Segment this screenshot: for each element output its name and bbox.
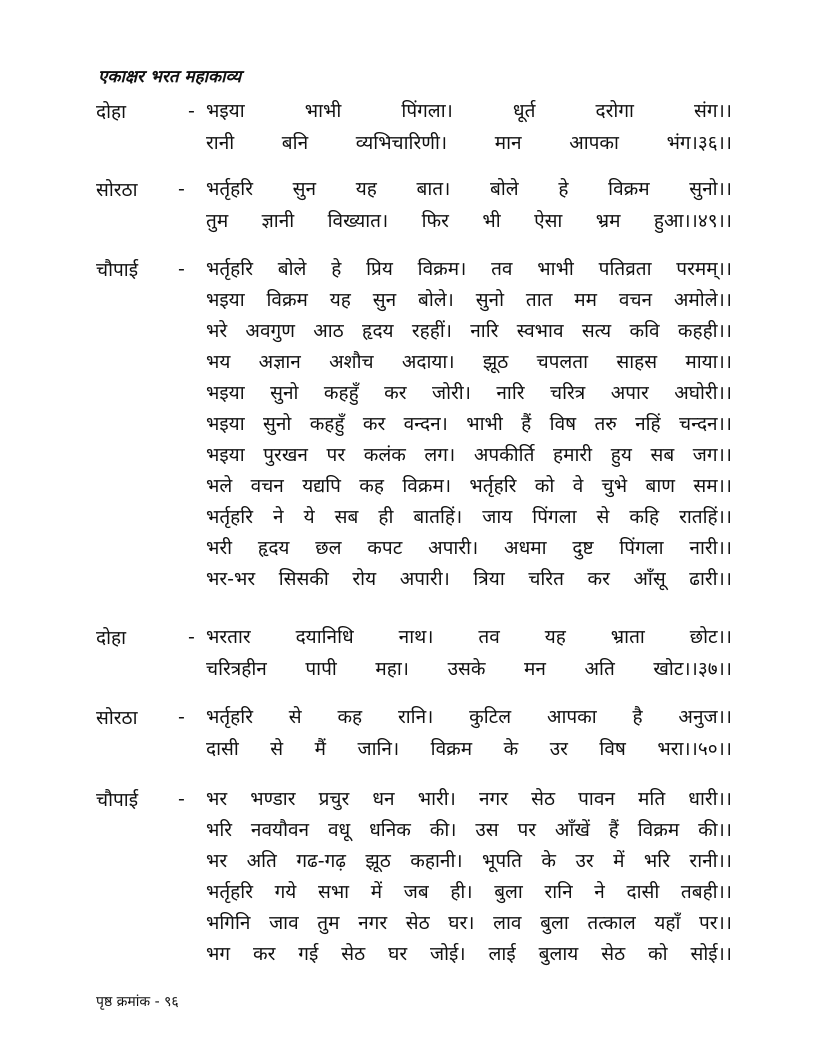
- verse-line: भर्तृहरि सुन यह बात। बोले हे विक्रम सुनो।।: [206, 178, 732, 200]
- verse-line: भर्तृहरि बोले हे प्रिय विक्रम। तव भाभी पतिव्रता परमम्।।: [206, 258, 732, 280]
- verse-line: भगिनि जाव तुम नगर सेठ घर। लाव बुला तत्काल यहाँ पर।।: [206, 912, 732, 934]
- stanza-label: सोरठा: [96, 179, 138, 201]
- verse-line: भइया विक्रम यह सुन बोले। सुनो तात मम वचन अमोले।।: [206, 289, 732, 311]
- stanza-label: दोहा: [96, 627, 127, 649]
- verse-line: भर्तृहरि गये सभा में जब ही। बुला रानि ने दासी तबही।।: [206, 881, 732, 903]
- verse-line: भइया पुरखन पर कलंक लग। अपकीर्ति हमारी हुय सब जग।।: [206, 444, 732, 466]
- page-number: पृष्ठ क्रमांक - ९६: [96, 994, 179, 1010]
- stanza-label: चौपाई: [96, 789, 139, 811]
- stanza-label: चौपाई: [96, 259, 139, 281]
- verse-line: भर भण्डार प्रचुर धन भारी। नगर सेठ पावन मति धारी।।: [206, 788, 732, 810]
- verse-line: भइया भाभी पिंगला। धूर्त दरोगा संग।।: [206, 100, 732, 122]
- stanza-label: सोरठा: [96, 707, 138, 729]
- verse-line: भय अज्ञान अशौच अदाया। झूठ चपलता साहस माया।।: [206, 351, 732, 373]
- label-dash: -: [188, 626, 195, 648]
- verse-line: भर अति गढ-गढ़ झूठ कहानी। भूपति के उर में भरि रानी।।: [206, 850, 732, 872]
- label-dash: -: [178, 788, 185, 810]
- verse-line: भइया सुनो कहहुँ कर जोरी। नारि चरित्र अपार अघोरी।।: [206, 382, 732, 404]
- verse-line: भइया सुनो कहहुँ कर वन्दन। भाभी हैं विष तरु नहिं चन्दन।।: [206, 413, 732, 435]
- verse-line: तुम ज्ञानी विख्यात। फिर भी ऐसा भ्रम हुआ।।४९।।: [206, 210, 732, 232]
- label-dash: -: [178, 178, 185, 200]
- verse-line: भरि नवयौवन वधू धनिक की। उस पर आँखें हैं विक्रम की।।: [206, 819, 732, 841]
- stanza-label: दोहा: [96, 101, 127, 123]
- verse-line: भरे अवगुण आठ हृदय रहहीं। नारि स्वभाव सत्य कवि कहही।।: [206, 320, 732, 342]
- verse-line: भरी हृदय छल कपट अपारी। अधमा दुष्ट पिंगला नारी।।: [206, 537, 732, 559]
- label-dash: -: [178, 706, 185, 728]
- verse-line: भर-भर सिसकी रोय अपारी। त्रिया चरित कर आँसू ढारी।।: [206, 568, 732, 590]
- verse-line: भले वचन यद्यपि कह विक्रम। भर्तृहरि को वे चुभे बाण सम।।: [206, 475, 732, 497]
- verse-line: रानी बनि व्यभिचारिणी। मान आपका भंग।३६।।: [206, 132, 732, 154]
- verse-line: दासी से मैं जानि। विक्रम के उर विष भरा।।५०।।: [206, 738, 732, 760]
- verse-line: भग कर गई सेठ घर जोई। लाई बुलाय सेठ को सोई।।: [206, 943, 732, 965]
- label-dash: -: [178, 258, 185, 280]
- verse-line: चरित्रहीन पापी महा। उसके मन अति खोट।।३७।।: [206, 658, 732, 680]
- verse-line: भरतार दयानिधि नाथ। तव यह भ्राता छोट।।: [206, 626, 732, 648]
- verse-line: भर्तृहरि ने ये सब ही बातहिं। जाय पिंगला से कहि रातहिं।।: [206, 506, 732, 528]
- page-header: एकाक्षर भरत महाकाव्य: [98, 67, 242, 87]
- label-dash: -: [188, 100, 195, 122]
- verse-line: भर्तृहरि से कह रानि। कुटिल आपका है अनुज।।: [206, 706, 732, 728]
